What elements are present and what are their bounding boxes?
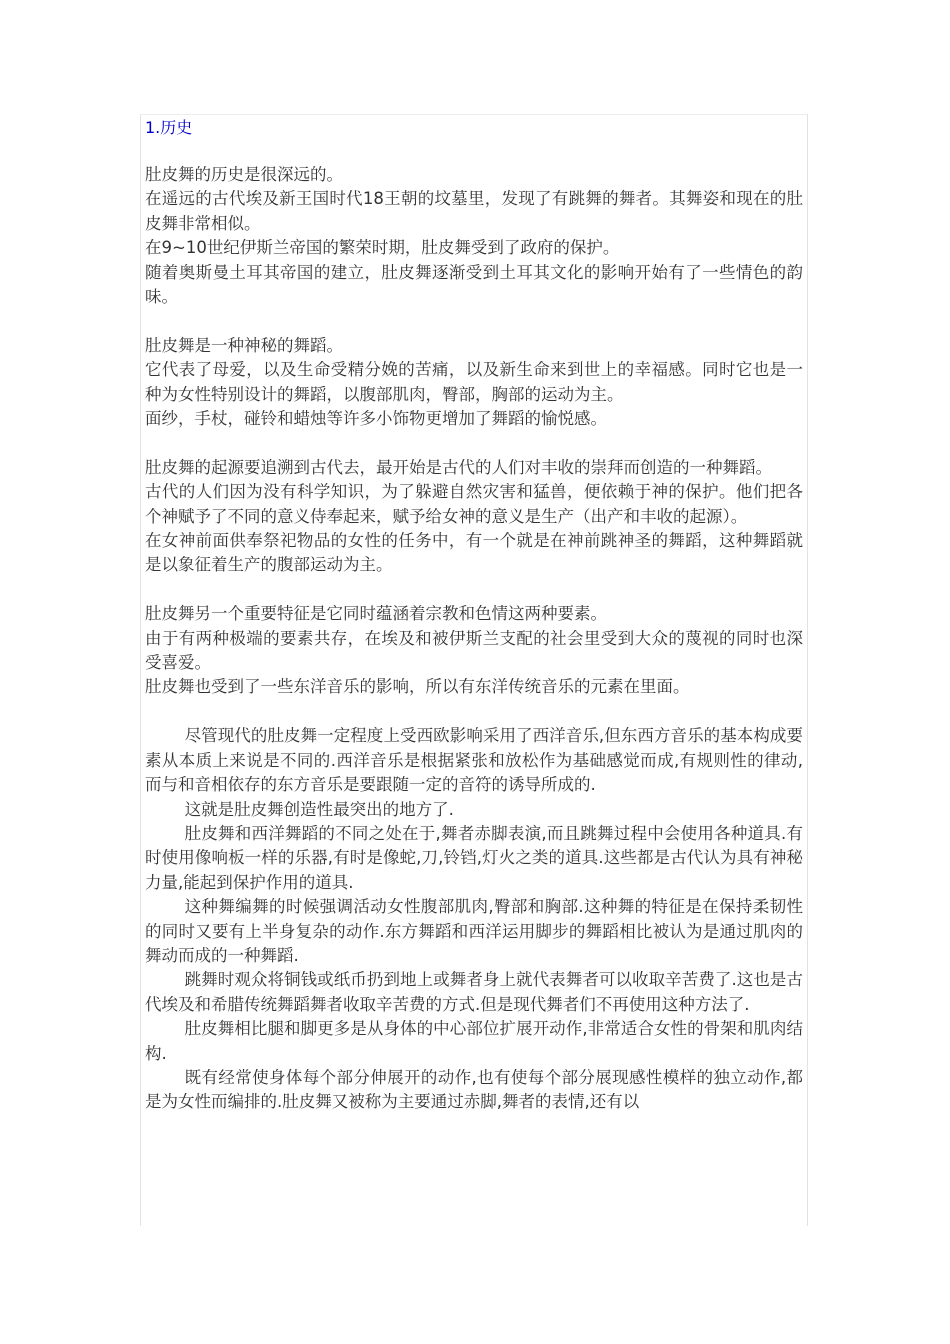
paragraph: 在遥远的古代埃及新王国时代18王朝的坟墓里，发现了有跳舞的舞者。其舞姿和现在的肚皮舞非常相似。 [145,189,803,233]
paragraph: 在女神前面供奉祭祀物品的女性的任务中，有一个就是在神前跳神圣的舞蹈，这种舞蹈就是以象征着生产的腹部运动为主。 [145,531,803,575]
paragraph: 肚皮舞也受到了一些东洋音乐的影响，所以有东洋传统音乐的元素在里面。 [145,677,690,697]
section-heading: 1.历史 [145,118,193,137]
spacer [145,431,803,455]
paragraph: 跳舞时观众将铜钱或纸币扔到地上或舞者身上就代表舞者可以收取辛苦费了.这也是古代埃及和希腊传统舞蹈舞者收取辛苦费的方式.但是现代舞者们不再使用这种方法了. [145,970,803,1014]
paragraph: 既有经常使身体每个部分伸展开的动作,也有使每个部分展现感性模样的独立动作,都是为女性而编排的.肚皮舞又被称为主要通过赤脚,舞者的表情,还有以 [145,1067,803,1112]
article-body [141,116,803,1115]
paragraph: 肚皮舞的起源要追溯到古代去，最开始是古代的人们对丰收的崇拜而创造的一种舞蹈。 [145,457,772,477]
paragraph: 这种舞编舞的时候强调活动女性腹部肌肉,臀部和胸部.这种舞的特征是在保持柔韧性的同时又要有上半身复杂的动作.东方舞蹈和西洋运用脚步的舞蹈相比被认为是通过肌肉的舞动而成的一种舞蹈. [145,897,803,965]
paragraph: 随着奥斯曼土耳其帝国的建立，肚皮舞逐渐受到土耳其文化的影响开始有了一些情色的韵味。 [145,262,803,307]
paragraph: 古代的人们因为没有科学知识，为了躲避自然灾害和猛兽，便依赖于神的保护。他们把各个神赋予了不同的意义侍奉起来，赋予给女神的意义是生产（出产和丰收的起源）。 [145,482,803,526]
spacer [145,578,803,602]
paragraph: 尽管现代的肚皮舞一定程度上受西欧影响采用了西洋音乐,但东西方音乐的基本构成要素从本质上来说是不同的.西洋音乐是根据紧张和放松作为基础感觉而成,有规则性的律动,而与和音相依存的东方音乐是要跟随一定的音符的诱导所成的. [145,726,803,795]
paragraph: 这就是肚皮舞创造性最突出的地方了. [184,799,454,819]
paragraph: 肚皮舞的历史是很深远的。 [145,165,343,184]
paragraph: 肚皮舞另一个重要特征是它同时蕴涵着宗教和色情这两种要素。 [145,604,607,624]
paragraph: 肚皮舞相比腿和脚更多是从身体的中心部位扩展开动作,非常适合女性的骨架和肌肉结构. [145,1019,803,1063]
paragraph: 在9~10世纪伊斯兰帝国的繁荣时期，肚皮舞受到了政府的保护。 [145,238,620,258]
article-frame [140,114,808,1226]
spacer [145,309,803,333]
paragraph: 由于有两种极端的要素共存，在埃及和被伊斯兰支配的社会里受到大众的蔑视的同时也深受喜爱。 [145,628,803,673]
paragraph: 它代表了母爱，以及生命受精分娩的苦痛，以及新生命来到世上的幸福感。同时它也是一种为女性特别设计的舞蹈，以腹部肌肉，臀部，胸部的运动为主。 [145,360,803,404]
paragraph: 面纱，手杖，碰铃和蜡烛等许多小饰物更增加了舞蹈的愉悦感。 [145,409,607,429]
paragraph: 肚皮舞是一种神秘的舞蹈。 [145,335,343,355]
spacer [145,140,803,163]
spacer [145,700,803,724]
paragraph: 肚皮舞和西洋舞蹈的不同之处在于,舞者赤脚表演,而且跳舞过程中会使用各种道具.有时使用像响板一样的乐器,有时是像蛇,刀,铃铛,灯火之类的道具.这些都是古代认为具有神秘力量,能起到保护作用的道具. [145,823,803,892]
